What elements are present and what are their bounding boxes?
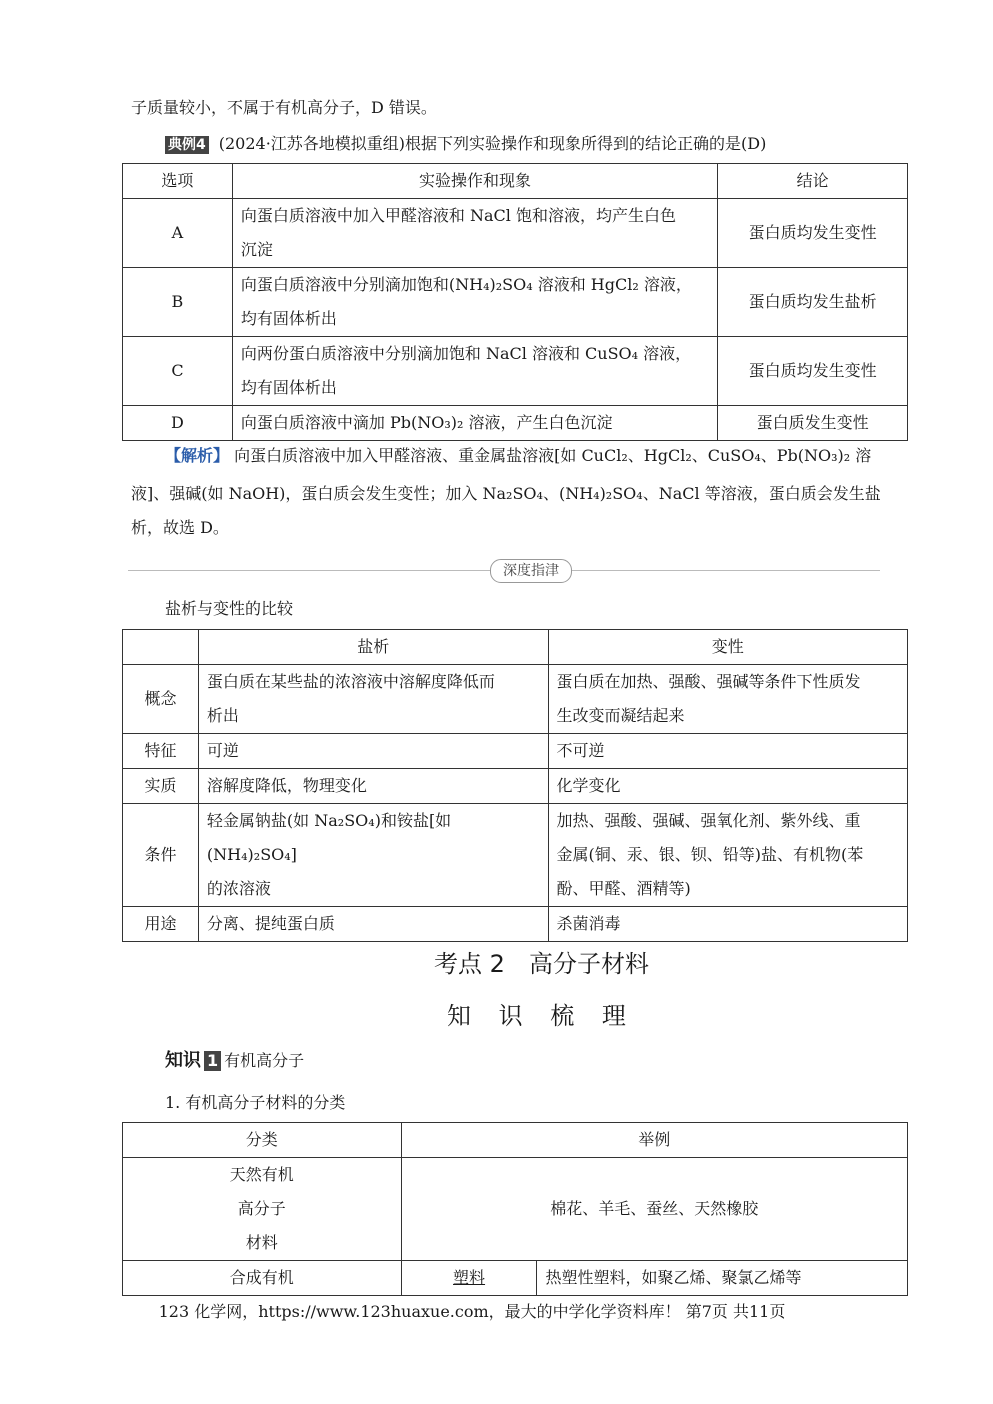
operation-cell: 向蛋白质溶液中滴加 Pb(NO₃)₂ 溶液，产生白色沉淀 (232, 406, 717, 441)
conclusion-cell: 蛋白质均发生变性 (718, 337, 908, 406)
conclusion-cell: 蛋白质均发生盐析 (718, 268, 908, 337)
operation-cell: 向蛋白质溶液中加入甲醛溶液和 NaCl 饱和溶液，均产生白色 沉淀 (232, 199, 717, 268)
compare-title: 盐析与变性的比较 (165, 599, 294, 618)
section-title: 考点 2 高分子材料 (434, 950, 649, 978)
operation-cell: 向蛋白质溶液中分别滴加饱和(NH₄)₂SO₄ 溶液和 HgCl₂ 溶液， 均有固体析出 (232, 268, 717, 337)
example-question (165, 131, 766, 154)
table-row: 概念 蛋白质在某些盐的浓溶液中溶解度降低而 析出 蛋白质在加热、强酸、强碱等条件下性质发 生改变而凝结起来 (123, 665, 908, 734)
compare-header (123, 630, 908, 665)
option-cell: C (123, 337, 233, 406)
example-question-text: (2024·江苏各地模拟重组)根据下列实验操作和现象所得到的结论正确的是(D) (218, 134, 767, 153)
table-row (123, 337, 908, 406)
header-denature: 变性 (548, 630, 908, 665)
table-row: 实质 溶解度降低，物理变化 化学变化 (123, 769, 908, 804)
knowledge-heading: 知识 1 有机高分子 (165, 1050, 305, 1071)
example-table (122, 163, 908, 441)
header-operation: 实验操作和现象 (232, 164, 717, 199)
option-cell: B (123, 268, 233, 337)
table-row (123, 406, 908, 441)
divider-badge: 深度指津 (490, 559, 572, 583)
intro-line: 子质量较小，不属于有机高分子，D 错误。 (131, 98, 437, 117)
table-row: 合成有机 塑料 热塑性塑料，如聚乙烯、聚氯乙烯等 (123, 1261, 908, 1296)
conclusion-cell: 蛋白质发生变性 (718, 406, 908, 441)
header-option: 选项 (123, 164, 233, 199)
option-cell: D (123, 406, 233, 441)
example-tag: 典例4 (165, 136, 209, 154)
analysis-line-2: 液]、强碱(如 NaOH)，蛋白质会发生变性；加入 Na₂SO₄、(NH₄)₂SO₄、NaCl 等溶液，蛋白质会发生盐 (131, 484, 881, 503)
classify-header: 分类 举例 (123, 1123, 908, 1158)
table-row: 条件 轻金属钠盐(如 Na₂SO₄)和铵盐[如(NH₄)₂SO₄] 的浓溶液 加热、强酸、强碱、强氧化剂、紫外线、重 金属(铜、汞、银、钡、铅等)盐、有机物(苯 酚、甲醛、酒精等) (123, 804, 908, 907)
compare-table (122, 629, 908, 942)
example-table-header (123, 164, 908, 199)
analysis-line-1: 【解析】 向蛋白质溶液中加入甲醛溶液、重金属盐溶液[如 CuCl₂、HgCl₂、CuSO₄、Pb(NO₃)₂ 溶 (165, 446, 872, 465)
table-row (123, 199, 908, 268)
classify-table (122, 1122, 908, 1296)
header-conclusion: 结论 (718, 164, 908, 199)
page-footer: 123 化学网，https://www.123huaxue.com，最大的中学化学资料库！ 第7页 共11页 (158, 1302, 786, 1321)
table-row (123, 268, 908, 337)
header-salting: 盐析 (198, 630, 548, 665)
conclusion-cell: 蛋白质均发生变性 (718, 199, 908, 268)
subsection-title: 知 识 梳 理 (447, 1002, 636, 1030)
table-row: 用途 分离、提纯蛋白质 杀菌消毒 (123, 907, 908, 942)
analysis-label: 【解析】 (165, 446, 230, 465)
table-row: 天然有机 高分子 材料 棉花、羊毛、蚕丝、天然橡胶 (123, 1158, 908, 1261)
item-1-heading: 1. 有机高分子材料的分类 (165, 1093, 346, 1112)
table-row: 特征 可逆 不可逆 (123, 734, 908, 769)
option-cell: A (123, 199, 233, 268)
analysis-line-3: 析，故选 D。 (131, 518, 229, 537)
operation-cell: 向两份蛋白质溶液中分别滴加饱和 NaCl 溶液和 CuSO₄ 溶液， 均有固体析出 (232, 337, 717, 406)
